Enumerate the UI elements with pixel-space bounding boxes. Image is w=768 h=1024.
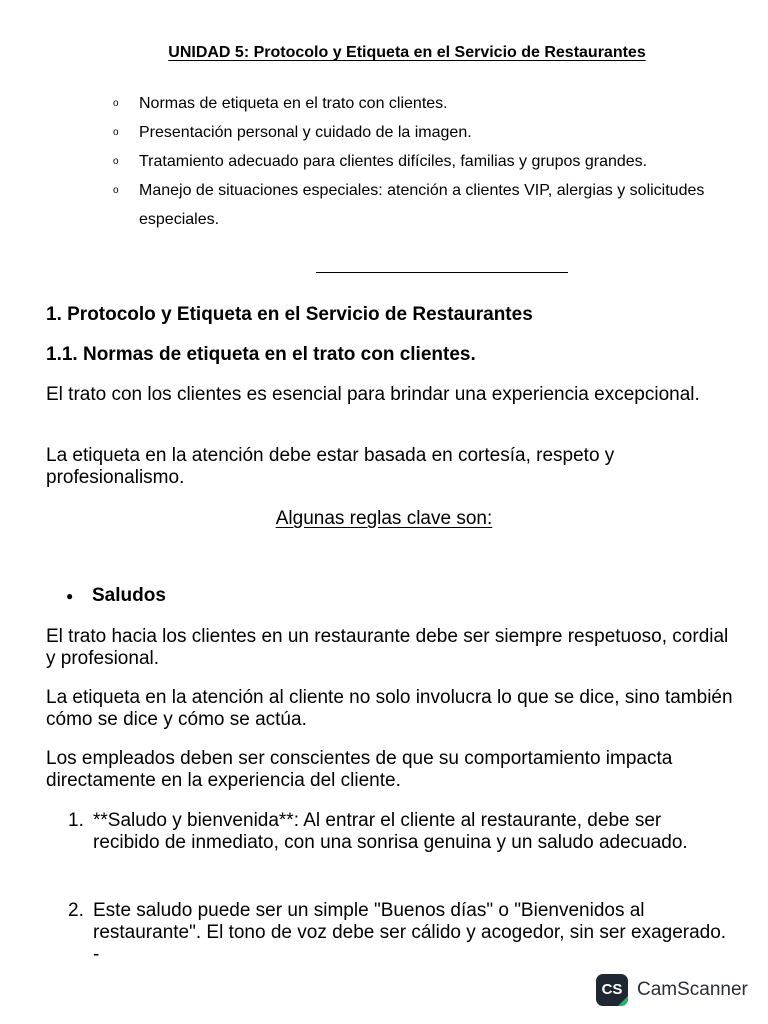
topic-item: [112, 147, 724, 176]
topic-text: Manejo de situaciones especiales: atención a clientes VIP, alergias y solicitudes especiales.: [139, 182, 705, 228]
intro-paragraph: El trato con los clientes es esencial para brindar una experiencia excepcional.: [46, 384, 700, 405]
item-number: 1.: [68, 810, 84, 831]
circle-bullet-icon: o: [113, 185, 119, 196]
rules-heading: Algunas reglas clave son:: [275, 508, 493, 529]
circle-bullet-icon: o: [113, 127, 119, 138]
topic-item: [112, 176, 724, 234]
unit-title: UNIDAD 5: Protocolo y Etiqueta en el Servicio de Restaurantes: [168, 44, 646, 61]
bullet-dot-icon: ●: [66, 588, 74, 603]
circle-bullet-icon: o: [113, 98, 119, 109]
item-text: Este saludo puede ser un simple "Buenos días" o "Bienvenidos al restaurante". El tono de voz debe ser cálido y acogedor, sin ser exagerado. -: [93, 900, 727, 965]
section-heading: 1. Protocolo y Etiqueta en el Servicio de Restaurantes: [46, 304, 533, 325]
numbered-item: [68, 900, 728, 966]
subsection-heading: 1.1. Normas de etiqueta en el trato con clientes.: [46, 344, 476, 365]
body-paragraph: El trato hacia los clientes en un restaurante debe ser siempre respetuoso, cordial y profesional.: [46, 626, 729, 669]
topic-text: Presentación personal y cuidado de la imagen.: [139, 124, 472, 141]
numbered-item: [68, 810, 728, 854]
topic-list: [112, 89, 724, 234]
camscanner-brand: CamScanner: [637, 978, 748, 1000]
circle-bullet-icon: o: [113, 156, 119, 167]
topic-item: [112, 89, 724, 118]
intro-paragraph: La etiqueta en la atención debe estar basada en cortesía, respeto y profesionalismo.: [46, 445, 615, 488]
topic-item: [112, 118, 724, 147]
body-paragraph: La etiqueta en la atención al cliente no solo involucra lo que se dice, sino también cómo se dice y cómo se actúa.: [46, 687, 733, 730]
horizontal-divider: [316, 272, 568, 273]
topic-text: Tratamiento adecuado para clientes difíciles, familias y grupos grandes.: [139, 153, 648, 170]
camscanner-watermark: [596, 973, 748, 1006]
bullet-heading: [66, 585, 166, 607]
body-paragraph: Los empleados deben ser conscientes de que su comportamiento impacta directamente en la experiencia del cliente.: [46, 748, 673, 791]
item-text: **Saludo y bienvenida**: Al entrar el cliente al restaurante, debe ser recibido de inmediato, con una sonrisa genuina y un saludo adecuado.: [93, 810, 688, 853]
camscanner-logo-icon: CS: [596, 974, 628, 1006]
bullet-heading-text: Saludos: [92, 585, 166, 606]
item-number: 2.: [68, 900, 84, 921]
topic-text: Normas de etiqueta en el trato con clientes.: [139, 95, 448, 112]
